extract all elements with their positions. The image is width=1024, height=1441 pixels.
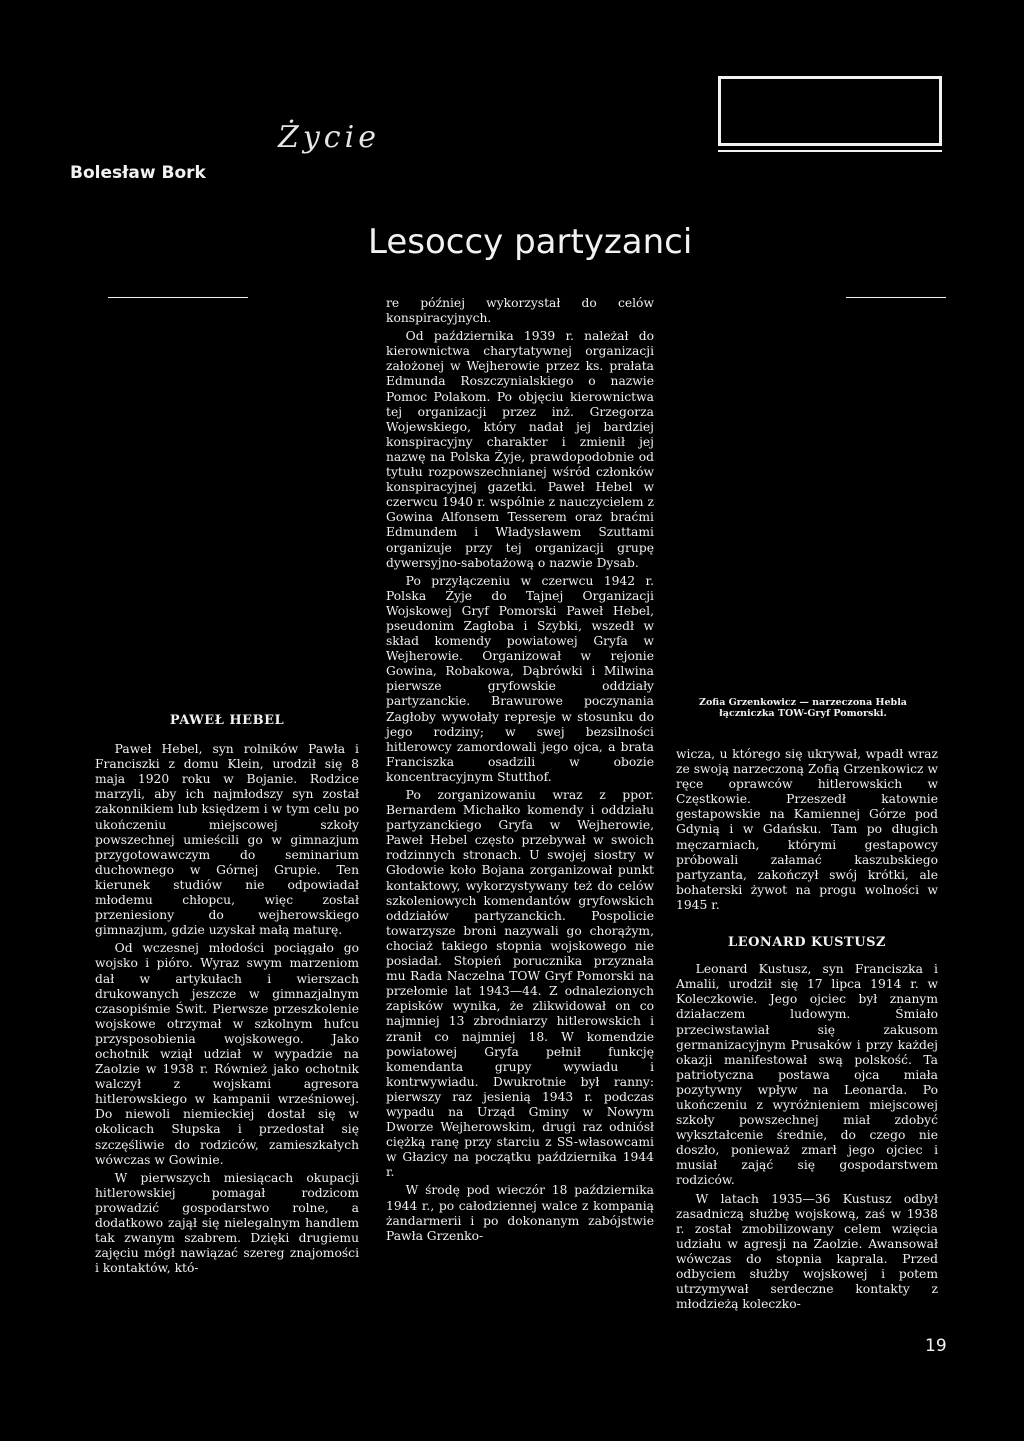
paragraph: wicza, u którego się ukrywał, wpadł wraz ze swoją narzeczoną Zofią Grzenkowicz w ręce oprawców hitlerowskich w Częstkowie. Przeszedł katownie gestapowskie na Kamiennej Górze pod Gdynią i w Gdańsku. Tam po długich męczarniach, którymi gestapowcy próbowali załamać kaszubskiego partyzanta, zakończył swój krótki, ale bohaterski żywot na progu wolności w 1945 r.: [676, 747, 938, 912]
corner-stamp-box: [718, 76, 942, 146]
paragraph: re później wykorzystał do celów konspiracyjnych.: [386, 296, 654, 326]
section-heading-pawel-hebel: PAWEŁ HEBEL: [169, 713, 285, 728]
page-number: 19: [925, 1336, 947, 1356]
paragraph: Od wczesnej młodości pociągało go wojsko i pióro. Wyraz swym marzeniom dał w artykułach i wierszach drukowanych jeszcze w gimnazjalnym czasopiśmie Świt. Pierwsze przeszkolenie wojskowe otrzymał w szkolnym hufcu przysposobienia wojskowego. Jako ochotnik wziął udział w wypadzie na Zaolzie w 1938 r. Również jako ochotnik walczył z wojskami agresora hitlerowskiego w kampanii wrześniowej. Do niewoli niemieckiej dostał się w okolicach Słupska i przedostał się szczęśliwie do rodziców, zamieszkałych wówczas w Gowinie.: [95, 941, 359, 1167]
photo-caption: Zofia Grzenkowicz — narzeczona Hebla łączniczka TOW-Gryf Pomorski.: [699, 697, 907, 719]
column-2: [386, 296, 654, 1244]
handwritten-note: Życie: [278, 120, 380, 155]
photo-area: [672, 310, 934, 690]
paragraph: Paweł Hebel, syn rolników Pawła i Franciszki z domu Klein, urodził się 8 maja 1920 roku w Bojanie. Rodzice marzyli, aby ich najmłodszy syn został zakonnikiem lub księdzem i w tym celu po ukończeniu miejscowej szkoły powszechnej umieścili go w gimnazjum przygotowawczym do seminarium duchownego w Górnej Grupie. Ten kierunek studiów nie odpowiadał młodemu chłopcu, więc został przeniesiony do wejherowskiego gimnazjum, gdzie uzyskał małą maturę.: [95, 742, 359, 938]
article-title: Lesoccy partyzanci: [368, 222, 693, 262]
paragraph: W latach 1935—36 Kustusz odbył zasadniczą służbę wojskową, zaś w 1938 r. został zmobilizowany celem wzięcia udziału w agresji na Zaolzie. Awansował wówczas do stopnia kaprala. Przed odbyciem służby wojskowej i potem utrzymywał serdeczne kontakty z młodzieżą koleczko-: [676, 1191, 938, 1312]
section-heading-leonard-kustusz: LEONARD KUSTUSZ: [728, 935, 886, 951]
paragraph: W środę pod wieczór 18 października 1944 r., po całodziennej walce z kompanią żandarmerii i po dokonanym zabójstwie Pawła Grzenko-: [386, 1183, 654, 1243]
paragraph: Leonard Kustusz, syn Franciszka i Amalii, urodził się 17 lipca 1914 r. w Koleczkowie. Jego ojciec był znanym działaczem ludowym. Śmiało przeciwstawiał się zakusom germanizacyjnym Prusaków i przy każdej okazji manifestował swą polskość. Ta patriotyczna postawa ojca miała pozytywny wpływ na Leonarda. Po ukończeniu z wyróżnieniem miejscowej szkoły powszechnej miał zdobyć wykształcenie średnie, do czego nie doszło, ponieważ zmarł jego ojciec i musiał zająć się gospodarstwem rodziców.: [676, 962, 938, 1188]
author-name: Bolesław Bork: [70, 163, 206, 183]
column1-top-rule: [108, 297, 248, 298]
paragraph: W pierwszych miesiącach okupacji hitlerowskiej pomagał rodzicom prowadzić gospodarstwo rolne, a dodatkowo zajął się nielegalnym handlem tak zwanym szabrem. Dzięki drugiemu zajęciu mógł nawiązać szereg znajomości i kontaktów, któ-: [95, 1170, 359, 1276]
column-3: [676, 747, 938, 1312]
column-1: [95, 713, 359, 1276]
corner-stamp-underline: [718, 150, 942, 152]
column3-top-rule: [846, 297, 946, 298]
paragraph: Po zorganizowaniu wraz z ppor. Bernardem Michałko komendy i oddziału partyzanckiego Gryfa w Wejherowie, Paweł Hebel często przebywał w swoich rodzinnych stronach. U swojej siostry w Głodowie koło Bojana zorganizował punkt kontaktowy, wykorzystywany też do celów szkoleniowych komendantów gryfowskich oddziałów partyzanckich. Pospolicie towarzysze broni nazywali go chorążym, chociaż takiego stopnia wojskowego nie posiadał. Stopień porucznika przyznała mu Rada Naczelna TOW Gryf Pomorski na przełomie lat 1943—44. Z odnalezionych zapisków wynika, że zlikwidował on co najmniej 13 zbrodniarzy hitlerowskich i zranił co najmniej 18. W komendzie powiatowej Gryfa pełnił funkcję komendanta grupy wywiadu i kontrwywiadu. Dwukrotnie był ranny: pierwszy raz jesienią 1943 r. podczas wypadu na Urząd Gminy w Nowym Dworze Wejherowskim, drugi raz odniósł ciężką ranę przy starciu z SS-własowcami w Głazicy na początku października 1944 r.: [386, 788, 654, 1180]
paragraph: Po przyłączeniu w czerwcu 1942 r. Polska Żyje do Tajnej Organizacji Wojskowej Gryf Pomorski Paweł Hebel, pseudonim Zagłoba i Szybki, wszedł w skład komendy powiatowej Gryfa w Wejherowie. Organizował w rejonie Gowina, Robakowa, Dąbrówki i Milwina pierwsze gryfowskie oddziały partyzanckie. Brawurowe poczynania Zagłoby wywołały represje w stosunku do jego rodziny; w swej bezsilności hitlerowcy zamordowali jego ojca, a brata Franciszka osadzili w obozie koncentracyjnym Stutthof.: [386, 573, 654, 784]
paragraph: Od października 1939 r. należał do kierownictwa charytatywnej organizacji założonej w Wejherowie przez ks. prałata Edmunda Roszczynialskiego o nazwie Pomoc Polakom. Po objęciu kierownictwa tej organizacji przez inż. Grzegorza Wojewskiego, który nadał jej bardziej konspiracyjny charakter i zmienił jej nazwę na Polska Żyje, prawdopodobnie od tytułu rozpowszechnianej wśród członków konspiracyjnej gazetki. Paweł Hebel w czerwcu 1940 r. wspólnie z nauczycielem z Gowina Alfonsem Tesserem oraz braćmi Edmundem i Władysławem Szuttami organizuje przy tej organizacji grupę dywersyjno-sabotażową o nazwie Dysab.: [386, 329, 654, 570]
